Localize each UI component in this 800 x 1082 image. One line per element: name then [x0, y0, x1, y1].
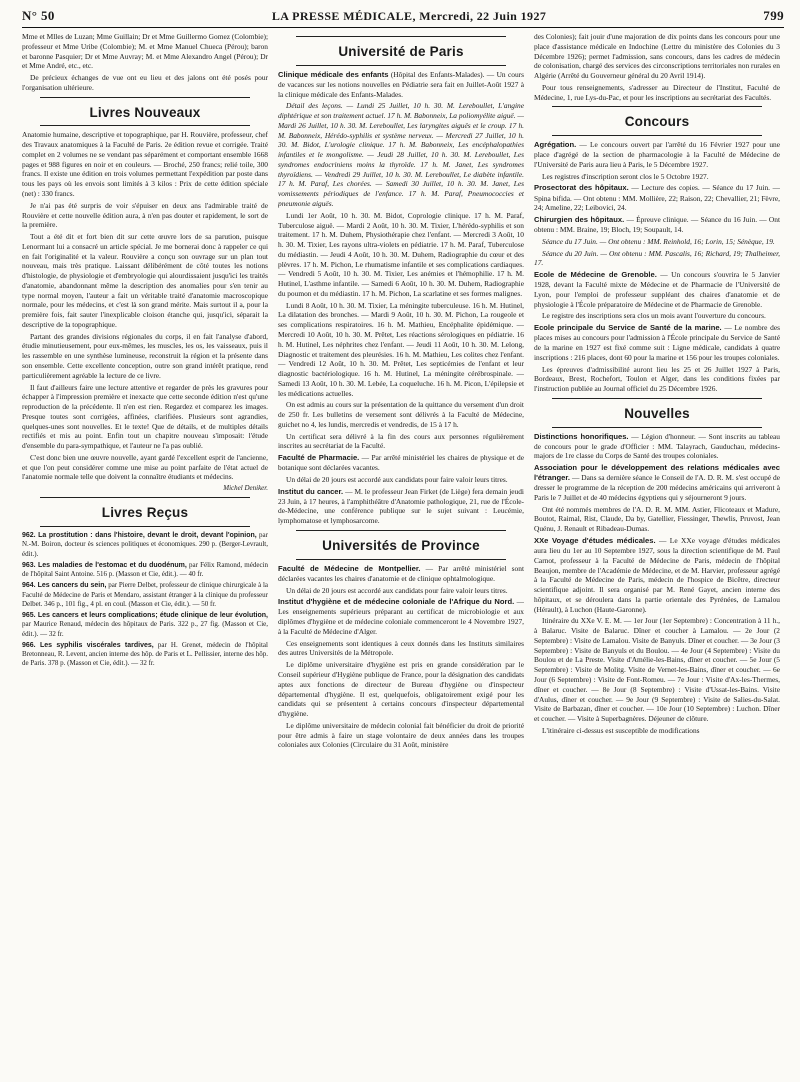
- lessons-detail: Détail des leçons. — Lundi 25 Juillet, 10 h. 30. M. Lereboullet, L'angine diphtérique et son traitement actuel. 17 h. M. Babonneix, La poliomyélite aiguë. — Mardi 26 Juillet, 10 h. 30. M. Lereboullet, Les laryngites aiguës et le croup. 17 h. M. Babonneix, Hérédo-syphilis et système nerveux. — Mercredi 27 Juillet, 10 h. 30. M. Bidot, L'urologie clinique. 17 h. M. Babonneix, Les encéphalopathies infantiles et le mongolisme. — Jeudi 28 Juillet, 10 h. 30. M. Lereboullet, Les syndromes endocriniens moins la thyroïde. 17 h. M. Janet, Les syndromes thyroïdiens. — Vendredi 29 Juillet, 10 h. 30. M. Lereboullet, Le diabète infantile. 17 h. M. Paraf, Les chorées. — Samedi 30 Juillet, 10 h. 30. M. Janet, Les vomissements périodiques de l'enfance. 17 h. M. Paraf, Pneumococcies et pneumonie aiguës.: [278, 101, 524, 209]
- book-details: par Pierre Delbet, professeur de clinique chirurgicale à la Faculté de Médecine de Paris et Mendaro, assistant étranger à la clinique du professeur Delbet. 346 p., 101 fig., 4 pl. en coul. (Masson et Cie, édit.). — 50 fr.: [22, 581, 268, 608]
- review-paragraph: Tout a été dit et fort bien dit sur cette œuvre lors de sa parution, puisque Lenormant lui a consacré un article spécial. Je me bornerai donc à rappeler ce qui en fait l'originalité et la valeur. Rouvière a conçu son ouvrage sur un plan tout nouveau, mais très pratique. Laissant délibérément de côté toutes les notions d'histologie, de physiologie et d'embryologie qui alourdissaient jusqu'ici les traités d'anatomie, abandonnant même la description des anomalies pour s'en tenir au type normal moyen, l'auteur a fait un véritable traité d'anatomie macroscopique normale, pour les médecins, et c'est là son grand mérite. Mais surtout il a, pour la première fois, fait sauter l'inexplicable cloison étanche qui, jusqu'ici, séparait la descriptive de la topographique.: [22, 232, 268, 329]
- item-body: — Les enseignements supérieurs préparant au certificat de microbiologie et aux diplômes d'hygiène et de médecine coloniale commenceront le 4 Novembre 1927, à la Faculté de Médecine d'Alger.: [278, 597, 524, 636]
- item-heading: Institut d'hygiène et de médecine coloniale de l'Afrique du Nord.: [278, 597, 515, 607]
- news-paragraph: Le diplôme universitaire de médecin colonial fait bénéficier du droit de priorité pour être admis à faire un stage volontaire de deux années dans les troupes coloniales aux Colonies (Circulaire du 31 Août, ministère: [278, 720, 524, 750]
- section-divider: [296, 559, 506, 560]
- news-item: [278, 453, 524, 473]
- section-divider: [552, 427, 762, 428]
- concours-heading: Concours: [624, 114, 690, 130]
- itinerary: Itinéraire du XXe V. E. M. — 1er Jour (1er Septembre) : Concentration à 11 h., à Balaruc. Visite de Balaruc. Dîner et coucher à Lamalou. — 2e Jour (2 Septembre) : Visite de Lamalou. Visite de Banyuls. Dîner et coucher. — 3e Jour (3 Septembre) : Visite de Banyuls et du Boulou. — 4e Jour (4 Septembre) : Visite du Boulou et de La Preste. Visite d'Amélie-les-Bains, dîner et coucher. — 5e Jour (5 Septembre) : Visite de Molitg. Visite de Vernet-les-Bains, dîner et coucher. — 6e Jour (6 Septembre) : Visite de Font-Romeu. — 7e Jour : Visite d'Ax-les-Thermes, dîner et coucher. — 8e Jour (8 Septembre) : Visite d'Ussat-les-Bains. Visite d'Aulus, dîner et coucher. — 9e Jour (9 Septembre) : Visite de Salies-du-Salat. Visite de Barbazan, dîner et coucher. — 10e Jour (10 Septembre) : Luchon. Dîner et coucher. — Visite à Superbagnères. Déjeuner de clôture.: [534, 616, 780, 724]
- section-divider: [552, 135, 762, 136]
- book-entry: [22, 531, 268, 559]
- item-heading: Faculté de Médecine de Montpellier.: [278, 563, 421, 573]
- issue-number: N° 50: [22, 8, 55, 23]
- item-body: — Dans sa dernière séance le Conseil de l'A. D. R. M. s'est occupé de dresser le programme de la réception de 200 médecins américains qui arriveront à Paris le 7 Juillet et de 40 médecins égyptiens qui y séjourneront 9 jours.: [534, 473, 780, 502]
- news-item: [278, 564, 524, 584]
- lessons-detail: Lundi 8 Août, 10 h. 30. M. Tixier, La méningite tuberculeuse. 16 h. M. Hutinel, La dilatation des bronches. — Mardi 9 Août, 10 h. 30. M. Pichon, La rougeole et ses complications respiratoires. 16 h. M. Mathieu, Encéphalite épidémique. — Mercredi 10 Août, 10 h. 30. M. Prêtet, Les réactions sérologiques en pédiatrie. 16 h. M. Hutinel, Les néphrites chez l'enfant. — Jeudi 11 Août, 10 h. 30. M. Lelong, Diagnostic et traitement des pleurésies. 16 h. M. Mathieu, Les colites chez l'enfant. — Vendredi 12 Août, 10 h. 30. M. Prêtet, Les septicémies de l'enfant et leur diagnostic bactériologique. 16 h. M. Hutinel, La méningite cérébrospinale. — Samedi 13 Août, 10 h. 30. M. Lebée, La coqueluche. 16 h. M. Picon, L'épilepsie et les médications actuelles.: [278, 300, 524, 398]
- header-rule: [22, 27, 784, 28]
- review-paragraph: Partant des grandes divisions régionales du corps, il en fait l'analyse d'abord, étudie minutieusement, pour eux-mêmes, les muscles, les os, les vaisseaux, puis il les rassemble en une synthèse lumineuse, reconstruit la région et la présente dans son ensemble. Cette excellente conception, outre son grand intérêt pratique, rend particulièrement agréable la lecture de ce livre.: [22, 331, 268, 380]
- news-item: [534, 140, 780, 170]
- news-item: [278, 597, 524, 636]
- book-details: par Félix Ramond, médecin de l'hôpital Saint Antoine. 516 p. (Masson et Cie, édit.). — 40 fr.: [22, 560, 268, 579]
- news-paragraph: des Colonies); fait jouir d'une majoration de dix points dans les concours pour une place d'assistance médicale en Indochine (Lettre du ministère des Colonies du 3 Décembre 1926); permet l'admission, sans concours, dans les cadres de médecin de colonisation, chargé des services des circonscriptions territoriales non rurales en Algérie (Arrêté du Gouverneur général du 20 Avril 1914).: [534, 32, 780, 81]
- news-paragraph: Le registre des inscriptions sera clos un mois avant l'ouverture du concours.: [542, 311, 766, 321]
- section-divider: [40, 97, 250, 98]
- news-item: [534, 323, 780, 362]
- item-body: — Légion d'honneur. — Sont inscrits au tableau de concours pour le grade d'Officier : MM. Talayrach, Gauduchau, médecins-majors de 1re classe du Corps de Santé des troupes coloniales.: [534, 431, 780, 461]
- book-details: par N.-M. Boiron, docteur ès sciences politiques et économiques. 290 p. (Berger-Levrault, édit.).: [22, 531, 268, 558]
- news-paragraph: Les registres d'inscription seront clos le 5 Octobre 1927.: [542, 171, 709, 181]
- news-item: [534, 215, 780, 235]
- book-title: 962. La prostitution : dans l'histoire, devant le droit, devant l'opinion,: [22, 532, 257, 540]
- news-paragraph: Un délai de 20 jours est accordé aux candidats pour faire valoir leurs titres.: [286, 474, 508, 484]
- item-body: — Épreuve clinique. — Séance du 16 Juin. — Ont obtenu : MM. Braine, 19; Bloch, 19; Soupault, 14.: [534, 215, 780, 235]
- section-divider: [296, 530, 506, 531]
- news-paragraph: Les épreuves d'admissibilité auront lieu les 25 et 26 Juillet 1927 à Paris, Bordeaux, Brest, Rochefort, Toulon et Alger, dans les conditions fixées par l'instruction publiée au Journal officiel du 25 Décembre 1926.: [534, 364, 780, 394]
- news-paragraph: Ont été nommés membres de l'A. D. R. M. MM. Astier, Flicoteaux et Madure, Boutot, Raimal, Rist, Claude, Da by, Gatellier, Fiessinger, Thewlis, Pruvost, Jean Quénu, J. Renault et Ribadeau-Dumas.: [534, 504, 780, 534]
- section-divider: [40, 526, 250, 527]
- intro-end: De précieux échanges de vue ont eu lieu et des jalons ont été posés pour l'organisation ultérieure.: [22, 73, 268, 92]
- item-heading: Agrégation.: [534, 140, 577, 150]
- item-heading: Distinctions honorifiques.: [534, 431, 629, 441]
- masthead-date: LA PRESSE MÉDICALE, Mercredi, 22 Juin 1927: [271, 9, 547, 23]
- item-body: — Un concours s'ouvrira le 5 Janvier 1928, devant la Faculté mixte de Médecine et de Pharmacie de l'Université de Lyon, pour l'emploi de professeur suppléant des chaires d'anatomie et de physiologie à l'École préparatoire de Médecine et de Pharmacie de Grenoble.: [534, 270, 780, 309]
- columns: [22, 32, 784, 1072]
- review-paragraph: Je n'ai pas été surpris de voir s'épuiser en deux ans l'admirable traité de Rouvière et cette nouvelle édition aura, à n'en pas douter et rapidement, le sort de la première.: [22, 200, 268, 230]
- item-body: — M. le professeur Jean Firket (de Liège) fera demain jeudi 23 Juin, à 17 heures, à l'amphithéâtre d'Anatomie pathologique, 21, rue de l'École-de-Médecine, une conférence publique sur le sujet suivant : Leucémie, lymphomatose et lymphosarcome.: [278, 486, 524, 526]
- book-title: 963. Les maladies de l'estomac et du duodénum,: [22, 561, 187, 569]
- news-paragraph: Le diplôme universitaire d'hygiène est pris en grande considération par le Conseil supérieur d'Hygiène publique de France, pour la désignation des candidats aptes aux fonctions de directeur de Bureau d'hygiène ou d'inspecteur départemental d'hygiène. Il est, quelquefois, obligatoirement exigé pour les candidats qui se présentent à certains concours d'inspecteur départemental d'hygiène.: [278, 660, 524, 719]
- item-body: — Lecture des copies. — Séance du 17 Juin. — Spina bifida. — Ont obtenu : MM. Mollière, 22; Raison, 22; Chevallier, 21; Fèvre, 24; Ameline, 22; Leibovici, 24.: [534, 183, 780, 213]
- book-title: 965. Les cancers et leurs complications; étude clinique de leur évolution,: [22, 612, 268, 620]
- nouvelles-heading: Nouvelles: [624, 405, 690, 421]
- livres-recus-heading: Livres Reçus: [101, 505, 189, 521]
- books-list: [22, 531, 268, 668]
- news-paragraph: Pour tous renseignements, s'adresser au Directeur de l'Institut, Faculté de Médecine, 1, rue Lys-du-Pac, et pour les inscriptions au secrétariat des Facultés.: [534, 82, 780, 102]
- news-item: [534, 270, 780, 309]
- news-paragraph: Un certificat sera délivré à la fin des cours aux personnes régulièrement inscrites au secrétariat de la Faculté.: [278, 431, 524, 451]
- news-item: [534, 183, 780, 213]
- column-left: [22, 32, 268, 1072]
- news-item: [534, 536, 780, 614]
- review-paragraph: C'est donc bien une œuvre nouvelle, ayant gardé l'excellent esprit de l'ancienne, et que l'on peut considérer comme une mise au point parfaite de l'état actuel de l'anatomie normale telle que doivent la connaître étudiants et médecins.: [22, 452, 268, 482]
- news-item: [534, 463, 780, 503]
- section-divider: [296, 65, 506, 66]
- item-body: — Par arrêté ministériel les chaires de physique et de botanique sont déclarées vacantes.: [278, 453, 524, 473]
- news-item: [278, 70, 524, 100]
- news-item: [278, 487, 524, 526]
- news-item: [534, 432, 780, 462]
- item-heading: Chirurgien des hôpitaux.: [534, 215, 625, 225]
- book-entry: [22, 581, 268, 609]
- livres-nouveaux-heading: Livres Nouveaux: [89, 104, 201, 120]
- book-title: 966. Les syphilis viscérales tardives,: [22, 641, 154, 649]
- book-details: par H. Grenet, médecin de l'hôpital Bretonneau, R. Levent, ancien interne des hôp. de Paris et L. Pellissier, interne des hôp. de Paris. 378 p. (Masson et Cie, édit.). — 32 fr.: [22, 640, 268, 668]
- item-body: — Le nombre des places mises au concours pour l'admission à l'École principale du Service de Santé de la marine en 1927 est fixé comme suit : Ligne médicale, candidats à quatre inscriptions : 216 places, dont 60 pour la marine et 156 pour les troupes coloniales.: [534, 323, 780, 362]
- item-body: (Hôpital des Enfants-Malades). — Un cours de vacances sur les notions nouvelles en Pédiatrie sera fait en Juillet-Août 1927 à la clinique médicale des Enfants-Malades.: [278, 69, 524, 99]
- review-signature: Michel Deniker.: [223, 484, 268, 493]
- item-body: — Le concours ouvert par l'arrêté du 16 Février 1927 pour une place d'agrégé de la section de pharmacologie à la Faculté de Médecine de l'Université de Paris aura lieu à Paris, le 5 Décembre 1927.: [534, 140, 780, 169]
- item-heading: Institut du cancer.: [278, 486, 344, 496]
- universite-paris-heading: Université de Paris: [338, 44, 464, 59]
- lessons-detail: Lundi 1er Août, 10 h. 30. M. Bidot, Coprologie clinique. 17 h. M. Paraf, Tuberculose aiguë. — Mardi 2 Août, 10 h. 30. M. Tixier, L'hérédo-syphilis et son traitement. 17 h. M. Duhem, Physiothérapie chez l'enfant. — Mercredi 3 Août, 10 h. 30. M. Tixier, Les rayons ultra-violets en pédiatrie. 17 h. M. Paraf, Tuberculose du médiastin. — Jeudi 4 Août, 10 h. 30. M. Duhem, Radiographie du cœur et des plèvres. 17 h. M. Pichon, Le rhumatisme infantile et ses complications cardiaques. — Vendredi 5 Août, 10 h. 30. M. Tixier, Les anémies et l'hémophilie. 17 h. M. Hutinel, L'asthme infantile. — Samedi 6 Août, 10 h. 30. M. Duhem, Radiographie du poumon et du médiastin. 17 h. M. Pichon, La scarlatine et ses formes malignes.: [278, 210, 524, 298]
- review-intro: Anatomie humaine, descriptive et topographique, par H. Rouvière, professeur, chef des Travaux anatomiques à la Faculté de Paris. 2e édition revue et corrigée. Traité complet en 2 volumes ne se vendant pas séparément et comportant ensemble 1668 pages et 988 figures en noir et en couleurs. — Broché, 250 francs; relié toile, 300 francs. Il existe une édition en trois volumes permettant l'expédition par poste dans tous les pays où les envois sont limités à 3 kilos : Prix de cette édition spéciale (net) : 330 francs.: [22, 130, 268, 198]
- news-paragraph: Un délai de 20 jours est accordé aux candidats pour faire valoir leurs titres.: [286, 585, 508, 595]
- section-divider: [552, 398, 762, 399]
- book-entry: [22, 641, 268, 669]
- item-heading: Clinique médicale des enfants: [278, 69, 389, 79]
- news-paragraph: Séance du 20 Juin. — Ont obtenu : MM. Pascalis, 16; Richard, 19; Thalheimer, 17.: [534, 248, 780, 268]
- news-paragraph: L'itinéraire ci-dessus est susceptible de modifications: [542, 725, 700, 735]
- page-number: 799: [763, 8, 784, 23]
- item-heading: Faculté de Pharmacie.: [278, 453, 360, 463]
- news-paragraph: Ces enseignements sont identiques à ceux donnés dans les Instituts similaires des autres Universités de la Métropole.: [278, 638, 524, 658]
- item-body: — Le XXe voyage d'études médicales aura lieu du 1er au 10 Septembre 1927, sous la direction scientifique de M. Paul Carnot, professeur à la Faculté de Médecine de Paris, médecin de l'hôpital Beaujon, membre de l'Académie de Médecine, et de M. Harvier, professeur agrégé à la Faculté de Médecine de Paris, médecin de l'hospice de Bicêtre, directeur scientifique adjoint. Il sera organisé par M. René Gayet, ancien interne des hôpitaux, et se déroulera dans la partie orientale des Pyrénées, de Lamalou (Hérault), à Luchon (Haute-Garonne).: [534, 536, 780, 614]
- section-divider: [552, 106, 762, 107]
- item-heading: Ecole de Médecine de Grenoble.: [534, 270, 657, 280]
- section-divider: [296, 36, 506, 37]
- news-paragraph: Séance du 17 Juin. — Ont obtenu : MM. Reinhold, 16; Lorin, 15; Sénèque, 19.: [542, 236, 775, 246]
- page-header: [22, 8, 784, 24]
- item-heading: Ecole principale du Service de Santé de la marine.: [534, 323, 722, 333]
- book-entry: [22, 561, 268, 579]
- column-right: [534, 32, 780, 1072]
- book-entry: [22, 611, 268, 639]
- item-body: — Par arrêté ministériel sont déclarées vacantes les chaires d'anatomie et de clinique ophtalmologique.: [278, 563, 524, 583]
- book-details: par Maurice Renaud, médecin des hôpitaux de Paris. 322 p., 27 fig. (Masson et Cie, édit.). — 32 fr.: [22, 620, 268, 638]
- intro-names: Mme et Mlles de Luzan; Mme Guillain; Dr et Mme Guillermo Gomez (Colombie); professeur et Mme Uribe (Colombie); M. et Mme Manuel Chueca (Pérou); baron et baronne Pasquier; Dr et Mme Auvray; M. et Mme Alexandro Angel (Pérou); Dr et Mme André, etc., etc.: [22, 32, 268, 71]
- section-divider: [40, 497, 250, 498]
- column-middle: [278, 32, 524, 1072]
- item-heading: XXe Voyage d'études médicales.: [534, 536, 656, 546]
- section-divider: [40, 125, 250, 126]
- universites-province-heading: Universités de Province: [322, 538, 480, 554]
- item-heading: Association pour le développement des relations médicales avec l'étranger.: [534, 463, 780, 483]
- news-paragraph: On est admis au cours sur la présentation de la quittance du versement d'un droit de 250 fr. Les bulletins de versement sont délivrés à la Faculté de Médecine, guichet no 4, les lundis, mercredis et vendredis, de 15 à 17 h.: [278, 400, 524, 429]
- review-paragraph: Il faut d'ailleurs faire une lecture attentive et regarder de près les gravures pour échapper à l'impression première et inexacte que cette seconde édition n'est qu'une reproduction de la précédente. Il n'en est rien. Regardez et comparez les images. Presque toutes sont corrigées, affinées, clarifiées. Plusieurs sont agrandies, quelques-unes sont nouvelles. Et le texte! Que de détails, et de multiples détails rectifiés et mis au point. Enfin tout un chapitre nouveau s'imposait: l'étude d'ensemble du para-sympathique, et l'auteur ne l'a pas oublié.: [22, 382, 268, 451]
- item-heading: Prosectorat des hôpitaux.: [534, 183, 629, 193]
- book-title: 964. Les cancers du sein,: [22, 582, 107, 590]
